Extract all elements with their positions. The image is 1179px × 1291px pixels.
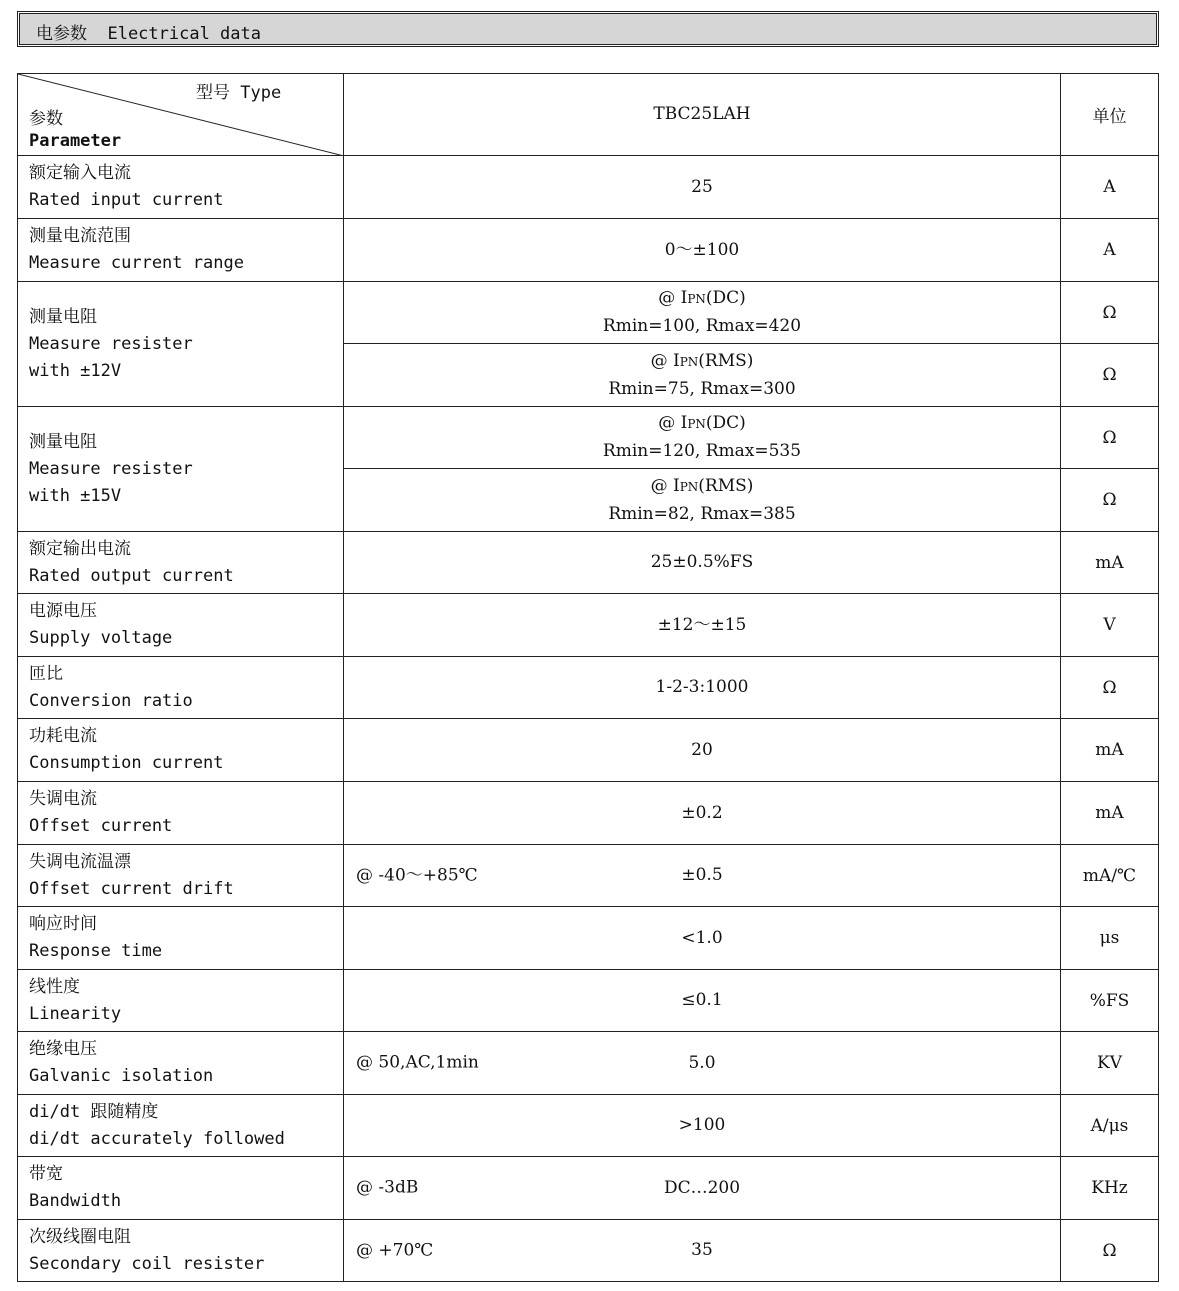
- param-cell: [18, 845, 344, 907]
- section-title: 电参数 Electrical data: [36, 24, 261, 44]
- value-cell: [344, 1032, 1061, 1095]
- param-en-2: with ±12V: [29, 360, 122, 381]
- value-cell: 25±0.5%FS: [344, 532, 1061, 594]
- section-title-bar: [19, 13, 1157, 45]
- param-cn: 失调电流温漂: [29, 851, 131, 872]
- table-header-row: [18, 74, 1159, 156]
- value-cell: >100: [344, 1095, 1061, 1157]
- unit-cell: %FS: [1061, 970, 1159, 1032]
- table-row: [18, 1157, 1159, 1220]
- param-cn: 功耗电流: [29, 726, 97, 746]
- condition-text: @ 50,AC,1min: [356, 1052, 479, 1073]
- value-cell: [344, 1220, 1061, 1282]
- param-en: Rated input current: [29, 190, 224, 210]
- table-row: [18, 282, 1159, 344]
- value-cell: ≤0.1: [344, 970, 1061, 1032]
- param-cn: 电源电压: [29, 601, 97, 621]
- param-cn: 线性度: [29, 976, 80, 997]
- unit-header: 单位: [1061, 74, 1159, 156]
- value-cell: @ IPN(RMS) Rmin=75, Rmax=300: [344, 344, 1061, 407]
- param-cn: 额定输入电流: [29, 163, 131, 183]
- condition-text: @ -3dB: [356, 1177, 419, 1198]
- electrical-data-table: [17, 73, 1159, 1282]
- parameter-label-cn: 参数: [29, 109, 63, 129]
- table-row: [18, 657, 1159, 719]
- param-en-2: with ±15V: [29, 485, 122, 506]
- param-en: Supply voltage: [29, 628, 173, 648]
- param-cell: [18, 1220, 344, 1282]
- param-cn: 额定输出电流: [29, 538, 131, 559]
- value-cell: 20: [344, 719, 1061, 782]
- unit-cell: μs: [1061, 907, 1159, 970]
- param-cn: 绝缘电压: [29, 1039, 97, 1059]
- param-cn: 匝比: [29, 663, 63, 684]
- param-cell: [18, 156, 344, 219]
- unit-cell: Ω: [1061, 344, 1159, 407]
- table-row: [18, 907, 1159, 970]
- param-cell: [18, 782, 344, 845]
- param-en: Bandwidth: [29, 1191, 122, 1211]
- param-cell: [18, 282, 344, 407]
- unit-cell: A: [1061, 219, 1159, 282]
- table-row: [18, 594, 1159, 657]
- param-cn: 次级线圈电阻: [29, 1226, 131, 1247]
- param-cn: 测量电阻: [29, 306, 97, 327]
- value-cell: [344, 1157, 1061, 1220]
- param-cell: [18, 594, 344, 657]
- param-en: Galvanic isolation: [29, 1066, 214, 1086]
- unit-cell: mA: [1061, 719, 1159, 782]
- unit-cell: KV: [1061, 1032, 1159, 1095]
- unit-cell: A/μs: [1061, 1095, 1159, 1157]
- unit-cell: A: [1061, 156, 1159, 219]
- param-cell: [18, 907, 344, 970]
- unit-cell: mA: [1061, 532, 1159, 594]
- value-text: ±0.5: [681, 865, 723, 885]
- unit-cell: V: [1061, 594, 1159, 657]
- unit-cell: mA: [1061, 782, 1159, 845]
- unit-cell: mA/℃: [1061, 845, 1159, 907]
- unit-cell: Ω: [1061, 282, 1159, 344]
- table-row: [18, 156, 1159, 219]
- unit-cell: Ω: [1061, 469, 1159, 532]
- param-cell: [18, 219, 344, 282]
- param-cell: [18, 532, 344, 594]
- param-en: di/dt accurately followed: [29, 1128, 285, 1149]
- table-row: [18, 407, 1159, 469]
- param-cn: 测量电流范围: [29, 226, 131, 246]
- unit-cell: Ω: [1061, 1220, 1159, 1282]
- unit-cell: KHz: [1061, 1157, 1159, 1220]
- param-en: Response time: [29, 941, 163, 961]
- param-cell: [18, 407, 344, 532]
- param-en: Offset current drift: [29, 878, 234, 899]
- param-cell: [18, 657, 344, 719]
- table-row: [18, 219, 1159, 282]
- param-cn: di/dt 跟随精度: [29, 1101, 159, 1122]
- param-en: Offset current: [29, 816, 173, 836]
- value-text: 5.0: [688, 1052, 716, 1073]
- table-row: [18, 1095, 1159, 1157]
- value-text: DC…200: [663, 1177, 741, 1198]
- parameter-label-en: Parameter: [29, 131, 122, 151]
- unit-cell: Ω: [1061, 407, 1159, 469]
- value-cell: <1.0: [344, 907, 1061, 970]
- table-row: [18, 970, 1159, 1032]
- value-cell: [344, 845, 1061, 907]
- param-cn: 带宽: [29, 1164, 63, 1184]
- table-row: [18, 782, 1159, 845]
- value-cell: @ IPN(DC) Rmin=120, Rmax=535: [344, 407, 1061, 469]
- param-cn: 测量电阻: [29, 431, 97, 452]
- value-cell: ±12～±15: [344, 594, 1061, 657]
- param-cell: [18, 970, 344, 1032]
- condition-text: @ +70℃: [356, 1240, 434, 1260]
- param-en: Measure current range: [29, 253, 244, 273]
- param-en: Measure resister: [29, 458, 193, 479]
- param-cell: [18, 1157, 344, 1220]
- value-text: 35: [691, 1240, 713, 1260]
- param-en: Secondary coil resister: [29, 1253, 265, 1274]
- param-cn: 响应时间: [29, 914, 97, 934]
- param-en: Consumption current: [29, 753, 224, 773]
- value-cell: @ IPN(DC) Rmin=100, Rmax=420: [344, 282, 1061, 344]
- unit-cell: Ω: [1061, 657, 1159, 719]
- value-cell: 1-2-3:1000: [344, 657, 1061, 719]
- condition-text: @ -40～+85℃: [356, 865, 478, 885]
- param-cn: 失调电流: [29, 789, 97, 809]
- value-cell: ±0.2: [344, 782, 1061, 845]
- model-header: TBC25LAH: [344, 74, 1061, 156]
- diagonal-header-cell: [18, 74, 344, 156]
- table-row: [18, 1220, 1159, 1282]
- param-en: Rated output current: [29, 565, 234, 586]
- value-cell: @ IPN(RMS) Rmin=82, Rmax=385: [344, 469, 1061, 532]
- table-row: [18, 532, 1159, 594]
- table-row: [18, 719, 1159, 782]
- param-cell: [18, 1095, 344, 1157]
- value-cell: 0～±100: [344, 219, 1061, 282]
- value-cell: 25: [344, 156, 1061, 219]
- param-en: Measure resister: [29, 333, 193, 354]
- param-cell: [18, 719, 344, 782]
- table-row: [18, 845, 1159, 907]
- param-cell: [18, 1032, 344, 1095]
- table-row: [18, 1032, 1159, 1095]
- type-label: 型号 Type: [196, 83, 282, 103]
- param-en: Conversion ratio: [29, 690, 193, 711]
- param-en: Linearity: [29, 1003, 122, 1024]
